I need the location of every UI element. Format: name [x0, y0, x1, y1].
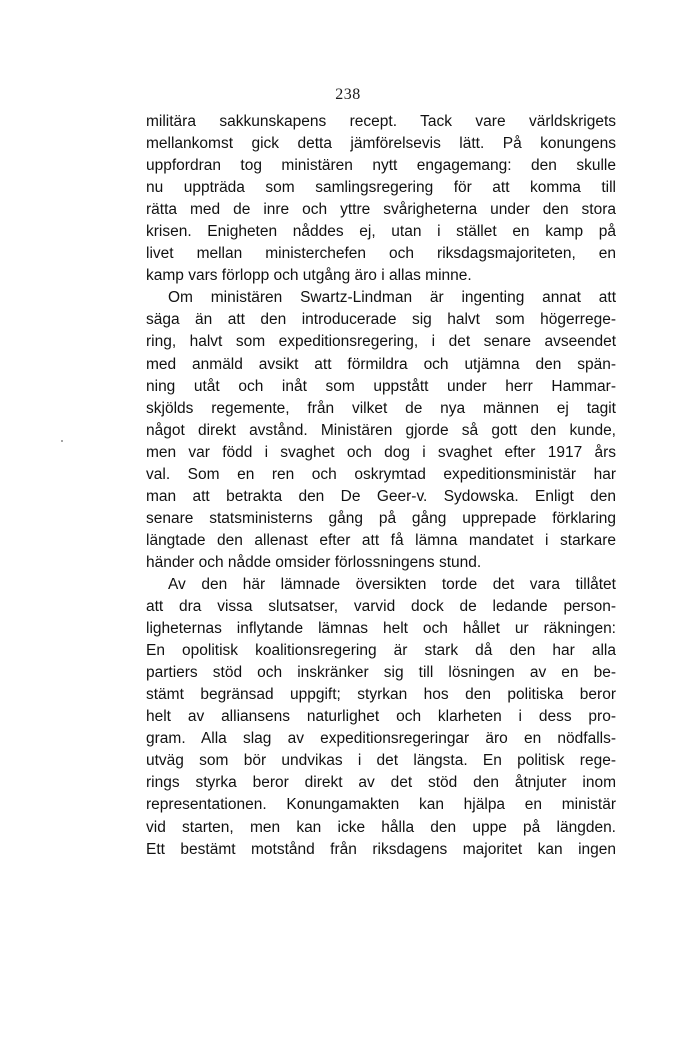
text-line: uppfordran tog ministären nytt engagemang: den skulle — [146, 157, 616, 175]
text-line: gram. Alla slag av expeditionsregeringar äro en nödfalls- — [146, 730, 616, 748]
text-line: att dra vissa slutsatser, varvid dock de ledande person- — [146, 598, 616, 616]
text-line: händer och nådde omsider förlossningens stund. — [146, 553, 482, 571]
text-line: En opolitisk koalitionsregering är stark då den har alla — [146, 642, 616, 660]
text-line: helt av alliansens naturlighet och klarheten i dess pro- — [146, 708, 616, 726]
text-line: ligheternas inflytande lämnas helt och hållet ur räkningen: — [146, 620, 616, 638]
text-line: kamp vars förlopp och utgång äro i allas minne. — [146, 267, 472, 285]
text-line: senare statsministerns gång på gång upprepade förklaring — [146, 509, 616, 527]
text-line: partiers stöd och inskränker sig till lösningen av en be- — [146, 664, 616, 682]
text-line: vid starten, men kan icke hålla den uppe på längden. — [146, 818, 616, 836]
body-text — [146, 111, 616, 861]
text-line: Ett bestämt motstånd från riksdagens majoritet kan ingen — [146, 840, 616, 858]
text-line: livet mellan ministerchefen och riksdagsmajoriteten, en — [146, 245, 616, 263]
text-line: mellankomst gick detta jämförelsevis lätt. På konungens — [146, 135, 616, 153]
text-line: man att betrakta den De Geer-v. Sydowska. Enligt den — [146, 487, 616, 505]
text-line: utväg som bör undvikas i det längsta. En politisk rege- — [146, 752, 616, 770]
text-line: rings styrka beror direkt av det stöd den åtnjuter inom — [146, 774, 616, 792]
text-line: längtade den allenast efter att få lämna mandatet i starkare — [146, 531, 616, 549]
text-line: säga än att den introducerade sig halvt som högerrege- — [146, 311, 616, 329]
text-line: ring, halvt som expeditionsregering, i det senare avseendet — [146, 333, 616, 351]
page-number: 238 — [335, 86, 361, 103]
text-line: nu uppträda som samlingsregering för att komma till — [146, 179, 616, 197]
text-line: ning utåt och inåt som uppstått under herr Hammar- — [146, 377, 616, 395]
text-line: militära sakkunskapens recept. Tack vare världskrigets — [146, 113, 616, 130]
text-line: men var född i svaghet och dog i svaghet efter 1917 års — [146, 443, 616, 461]
text-line: Om ministären Swartz-Lindman är ingenting annat att — [168, 289, 616, 307]
text-line: representationen. Konungamakten kan hjälpa en ministär — [146, 796, 616, 814]
text-line: något direkt avstånd. Ministären gjorde så gott den kunde, — [146, 421, 616, 439]
text-line: Av den här lämnade översikten torde det vara tillåtet — [168, 575, 616, 593]
margin-speck — [61, 440, 63, 442]
text-line: krisen. Enigheten nåddes ej, utan i stället en kamp på — [146, 223, 616, 241]
text-line: skjölds regemente, från vilket de nya männen ej tagit — [146, 399, 616, 417]
text-line: stämt begränsad uppgift; styrkan hos den politiska beror — [146, 686, 616, 704]
text-line: med anmäld avsikt att förmildra och utjämna den spän- — [146, 355, 616, 373]
text-line: val. Som en ren och oskrymtad expeditionsministär har — [146, 465, 616, 483]
text-line: rätta med de inre och yttre svårigheterna under den stora — [146, 201, 616, 219]
